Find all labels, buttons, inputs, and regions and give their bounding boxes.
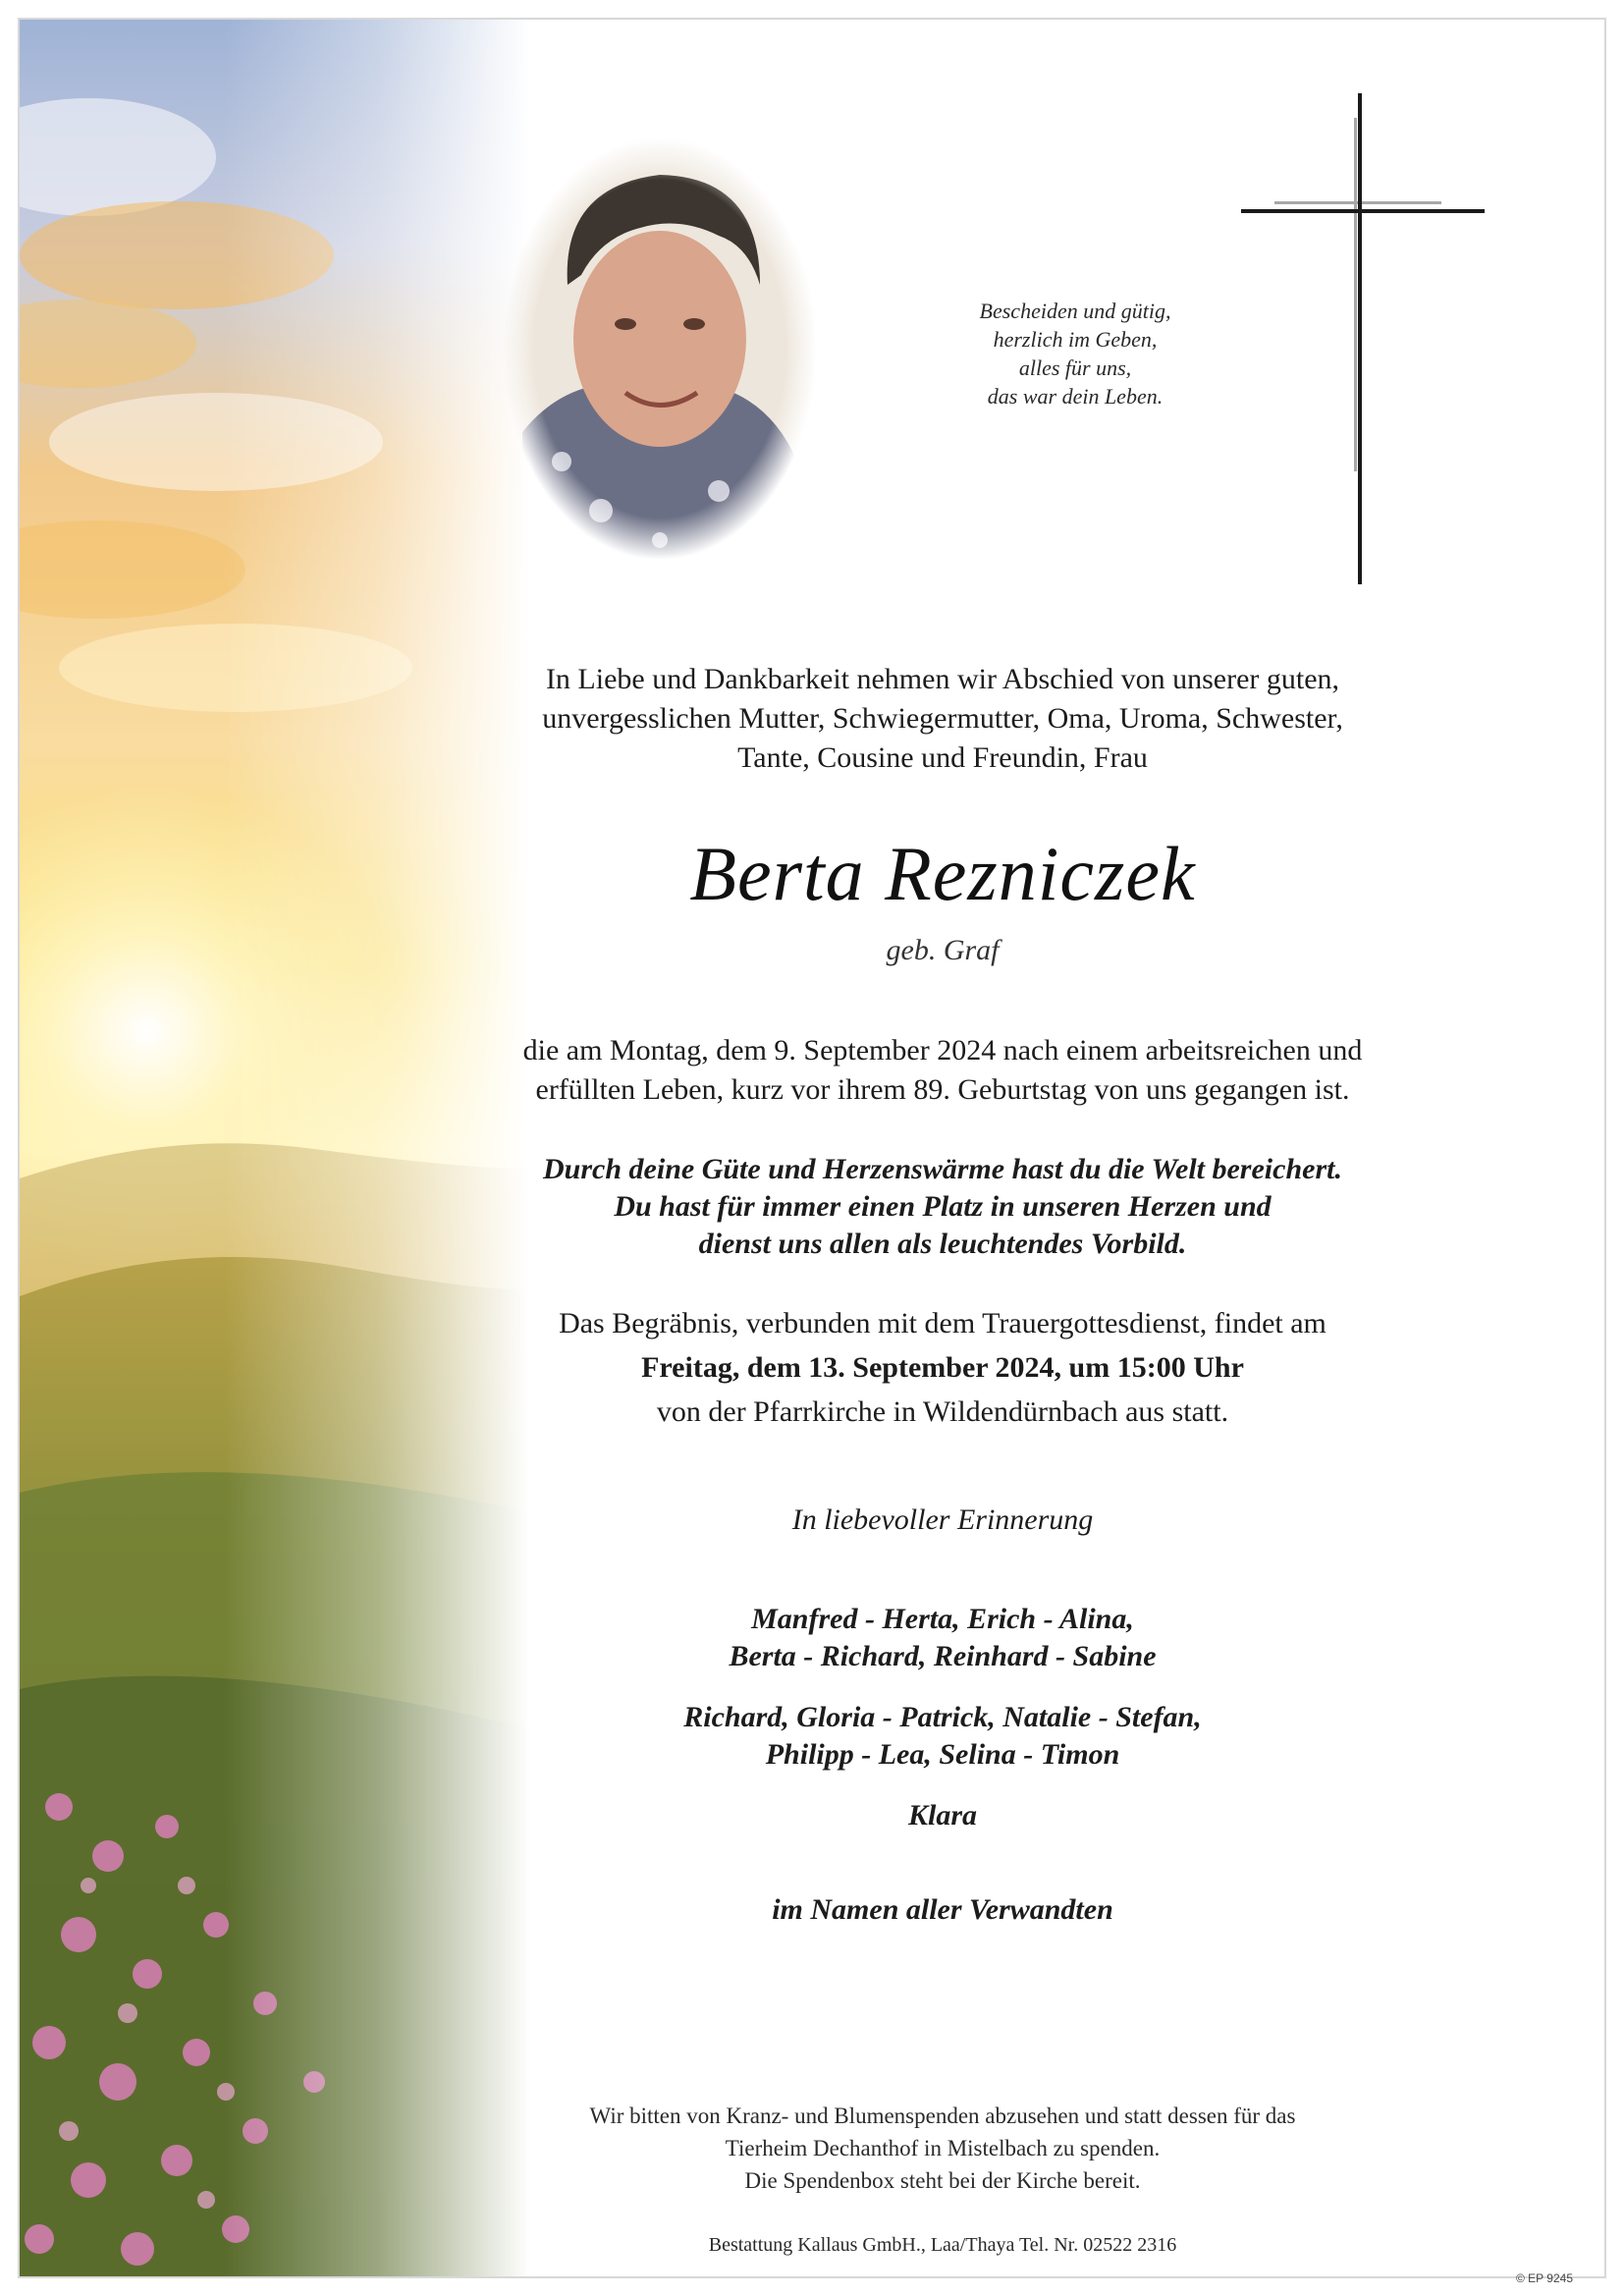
portrait-photo xyxy=(503,137,817,560)
donation-line: Die Spendenbox steht bei der Kirche bereit. xyxy=(744,2168,1141,2193)
great-grandchild-group xyxy=(432,1797,1453,1834)
funeral-intro: Das Begräbnis, verbunden mit dem Trauergottesdienst, findet am xyxy=(559,1307,1326,1339)
intro-line: unvergesslichen Mutter, Schwiegermutter, Oma, Uroma, Schwester, xyxy=(542,702,1343,735)
death-notice-line: die am Montag, dem 9. September 2024 nach einem arbeitsreichen und xyxy=(522,1034,1363,1066)
family-line: Manfred - Herta, Erich - Alina, xyxy=(751,1603,1134,1635)
tribute-line: dienst uns allen als leuchtendes Vorbild. xyxy=(698,1228,1187,1260)
tribute-line: Du hast für immer einen Platz in unseren Herzen und xyxy=(614,1190,1272,1223)
grandchildren-group xyxy=(432,1699,1453,1774)
deceased-name: Berta Rezniczek xyxy=(689,831,1196,916)
motto-verse xyxy=(928,297,1222,410)
family-line: Klara xyxy=(907,1799,978,1831)
family-names xyxy=(432,1601,1453,1858)
donation-request xyxy=(432,2100,1453,2197)
family-line: Berta - Richard, Reinhard - Sabine xyxy=(729,1640,1157,1672)
death-notice-line: erfüllten Leben, kurz vor ihrem 89. Geburtstag von uns gegangen ist. xyxy=(535,1073,1350,1106)
relatives-line: im Namen aller Verwandten xyxy=(772,1893,1113,1926)
copyright-code: © EP 9245 xyxy=(1516,2271,1573,2285)
intro-line: Tante, Cousine und Freundin, Frau xyxy=(737,741,1148,774)
funeral-date: Freitag, dem 13. September 2024, um 15:00 Uhr xyxy=(641,1351,1244,1384)
donation-line: Wir bitten von Kranz- und Blumenspenden abzusehen und statt dessen für das xyxy=(589,2104,1296,2128)
motto-line: Bescheiden und gütig, xyxy=(979,299,1171,323)
family-line: Philipp - Lea, Selina - Timon xyxy=(765,1738,1120,1771)
memory-heading: In liebevoller Erinnerung xyxy=(791,1503,1094,1536)
death-notice xyxy=(432,1031,1453,1110)
children-group xyxy=(432,1601,1453,1675)
undertaker-info: Bestattung Kallaus GmbH., Laa/Thaya Tel. Nr. 02522 2316 xyxy=(708,2234,1177,2256)
motto-line: das war dein Leben. xyxy=(987,384,1164,409)
intro-line: In Liebe und Dankbarkeit nehmen wir Abschied von unserer guten, xyxy=(545,663,1340,695)
tribute-line: Durch deine Güte und Herzenswärme hast du die Welt bereichert. xyxy=(543,1153,1342,1185)
motto-line: herzlich im Geben, xyxy=(993,327,1158,352)
motto-line: alles für uns, xyxy=(1018,355,1132,380)
funeral-location: von der Pfarrkirche in Wildendürnbach aus statt. xyxy=(656,1395,1229,1428)
donation-line: Tierheim Dechanthof in Mistelbach zu spenden. xyxy=(725,2136,1161,2160)
funeral-details xyxy=(432,1301,1453,1434)
tribute-text xyxy=(432,1151,1453,1263)
intro-text xyxy=(432,660,1453,778)
birth-name: geb. Graf xyxy=(886,934,1000,966)
family-line: Richard, Gloria - Patrick, Natalie - Stefan, xyxy=(683,1701,1202,1733)
